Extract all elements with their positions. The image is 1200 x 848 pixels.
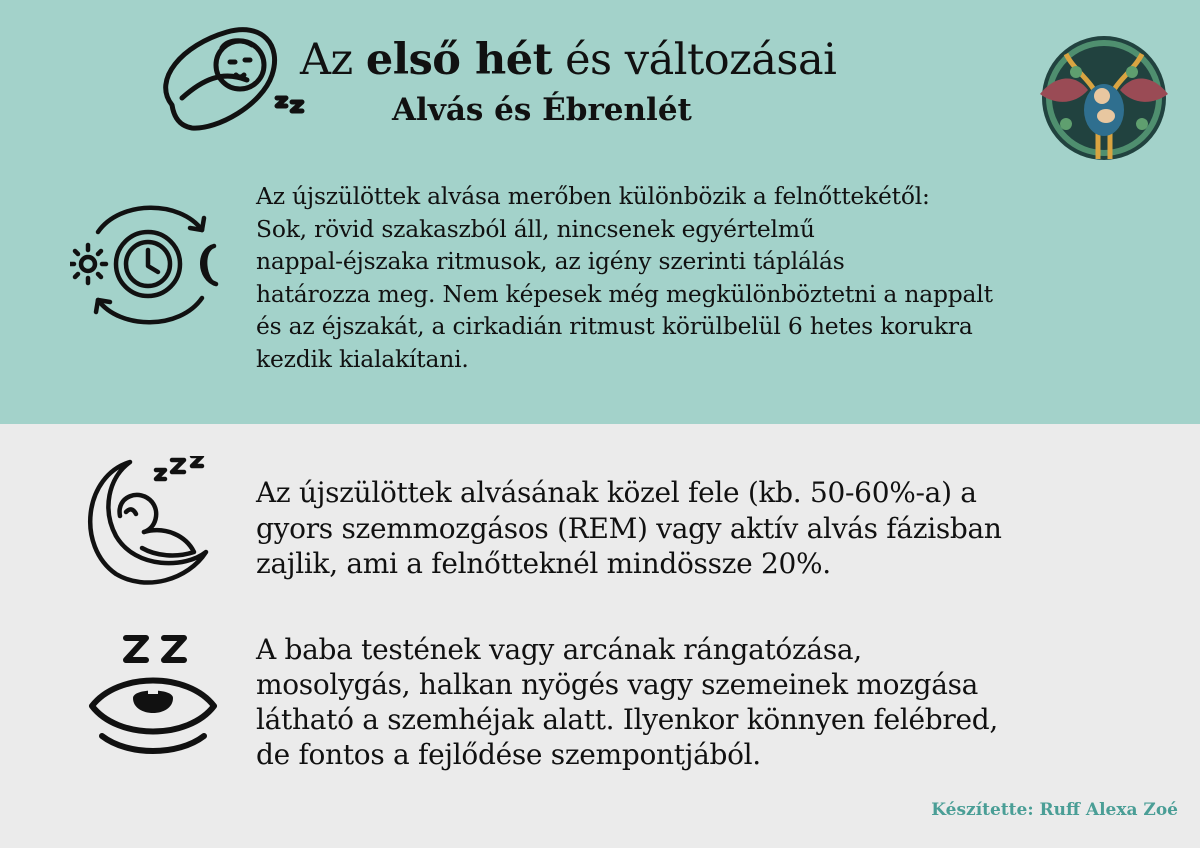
- text-line: látható a szemhéjak alatt. Ilyenkor könnyen felébred,: [256, 703, 998, 736]
- text-line: nappal-éjszaka ritmusok, az igény szerinti táplálás: [256, 247, 845, 275]
- text-line: gyors szemmozgásos (REM) vagy aktív alvás fázisban: [256, 511, 1002, 545]
- page-subtitle: Alvás és Ébrenlét: [392, 92, 692, 128]
- baby-on-moon-icon: [76, 456, 216, 588]
- section-3-text: [256, 632, 998, 772]
- text-line: A baba testének vagy arcának rángatózása,: [256, 633, 862, 666]
- text-line: de fontos a fejlődése szempontjából.: [256, 738, 761, 771]
- text-line: mosolygás, halkan nyögés vagy szemeinek mozgása: [256, 668, 979, 701]
- text-line: zajlik, ami a felnőtteknél mindössze 20%.: [256, 547, 831, 580]
- section-2-text: [256, 475, 1002, 582]
- text-line: határozza meg. Nem képesek még megkülönböztetni a nappalt: [256, 279, 993, 308]
- text-line: Sok, rövid szakaszból áll, nincsenek egyértelmű: [256, 214, 815, 243]
- section-1-text: [256, 180, 993, 375]
- text-line: és az éjszakát, a cirkadián ritmust körülbelül 6 hetes korukra: [256, 312, 973, 340]
- sleeping-eye-icon: [88, 632, 218, 762]
- mother-child-tree-logo-icon: [1036, 34, 1172, 162]
- swaddled-baby-icon: [152, 20, 312, 138]
- author-credit: Készítette: Ruff Alexa Zoé: [931, 800, 1178, 820]
- text-line: Az újszülöttek alvása merőben különbözik a felnőttekétől:: [256, 182, 930, 210]
- text-line: Az újszülöttek alvásának közel fele (kb. 50-60%-a) a: [256, 476, 977, 509]
- sleep-cycle-clock-icon: [70, 200, 230, 330]
- text-line: kezdik kialakítani.: [256, 344, 469, 373]
- page-title: Az első hét és változásai: [300, 35, 837, 85]
